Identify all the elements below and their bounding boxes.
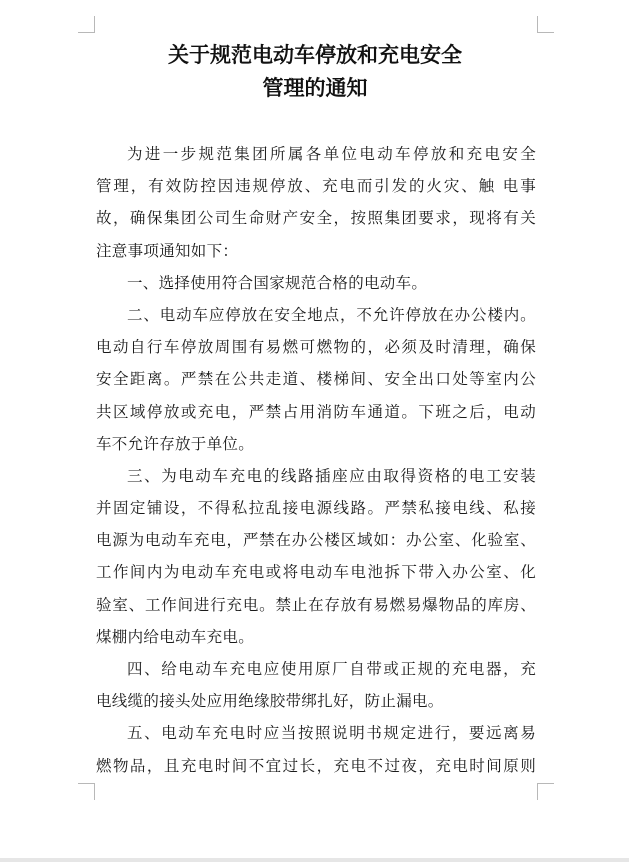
body-line: 共区域停放或充电，严禁占用消防车通道。下班之后，电动 [96,402,536,421]
document-title-line-2: 管理的通知 [262,75,368,100]
page-corner-mark-top-left [78,16,95,33]
body-line: 管理，有效防控因违规停放、充电而引发的火灾、触 电事 [96,177,536,196]
body-line: 一、选择使用符合国家规范合格的电动车。 [127,273,428,292]
body-line: 验室、工作间进行充电。禁止在存放有易燃易爆物品的库房、 [96,595,536,614]
page-corner-mark-bottom-left [78,783,95,800]
body-line: 电线缆的接头处应用绝缘胶带绑扎好，防止漏电。 [96,692,444,711]
body-line: 电源为电动车充电，严禁在办公楼区域如：办公室、化验室、 [96,531,536,550]
body-line: 二、电动车应停放在安全地点，不允许停放在办公楼内。 [127,305,536,324]
body-line: 四、给电动车充电应使用原厂自带或正规的充电器，充 [127,660,536,678]
body-line: 注意事项通知如下： [96,241,239,260]
body-line: 煤棚内给电动车充电。 [96,627,255,646]
document-body[interactable] [96,138,536,778]
body-line: 燃物品，且充电时间不宜过长，充电不过夜，充电时间原则 [96,756,536,775]
body-line: 三、为电动车充电的线路插座应由取得资格的电工安装 [127,466,536,485]
body-line: 五、电动车充电时应当按照说明书规定进行，要远离易 [127,724,536,743]
page-gap [0,858,629,862]
document-title-line-1: 关于规范电动车停放和充电安全 [168,42,462,67]
body-line: 电动自行车停放周围有易燃可燃物的，必须及时清理，确保 [96,338,536,357]
body-line: 安全距离。严禁在公共走道、楼梯间、安全出口处等室内公 [96,370,536,389]
body-line: 故，确保集团公司生命财产安全，按照集团要求，现将有关 [96,209,536,228]
page-corner-mark-bottom-right [537,783,554,800]
body-line: 并固定铺设，不得私拉乱接电源线路。严禁私接电线、私接 [96,499,536,518]
body-line: 工作间内为电动车充电或将电动车电池拆下带入办公室、化 [96,563,536,582]
page-corner-mark-top-right [537,16,554,33]
body-line: 车不允许存放于单位。 [96,434,255,453]
body-line: 为进一步规范集团所属各单位电动车停放和充电安全 [127,145,536,163]
